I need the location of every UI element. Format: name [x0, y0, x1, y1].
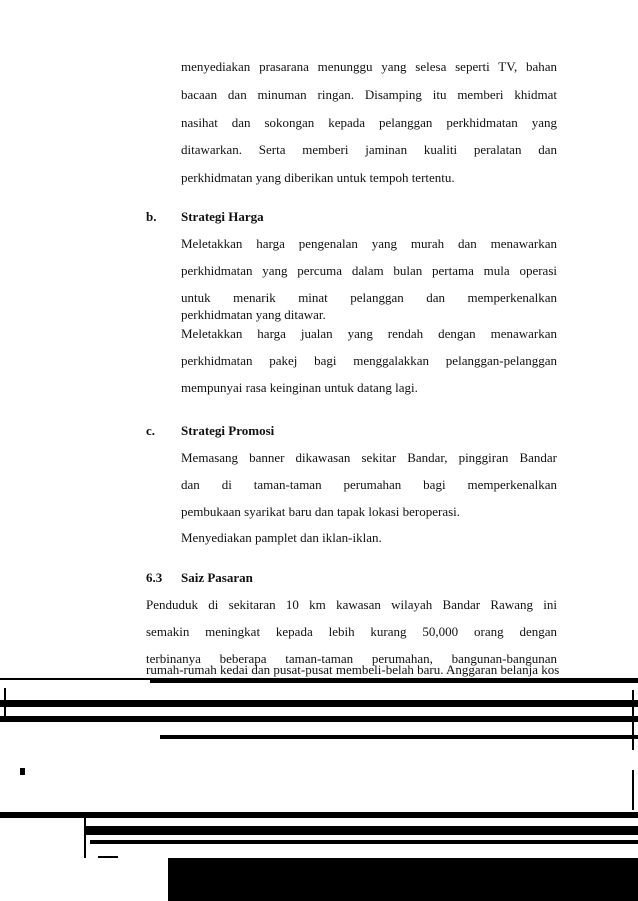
- scan-artifact-edge: [84, 818, 86, 858]
- scan-artifact-speck: [20, 768, 25, 775]
- section-63-line: semakin meningkat kepada lebih kurang 50,000 orang dengan: [146, 624, 557, 639]
- scan-artifact-bar: [0, 812, 638, 818]
- scan-artifact-bar: [90, 840, 638, 844]
- scan-artifact-bar: [0, 700, 638, 707]
- section-63-title: Saiz Pasaran: [181, 570, 253, 585]
- section-63-line: terbinanya beberapa taman-taman perumahan, bangunan-bangunan: [146, 651, 557, 666]
- scan-artifact-bar: [150, 680, 638, 683]
- section-b-para1-line: untuk menarik minat pelanggan dan memperkenalkan: [181, 290, 557, 305]
- section-c-para1-line: dan di taman-taman perumahan bagi memperkenalkan: [181, 477, 557, 492]
- intro-line: nasihat dan sokongan kepada pelanggan perkhidmatan yang: [181, 115, 557, 130]
- section-b-para2-line: mempunyai rasa keinginan untuk datang lagi.: [181, 380, 418, 395]
- scan-artifact-edge: [4, 688, 6, 718]
- section-b-marker: b.: [146, 209, 157, 224]
- scan-artifact-edge: [632, 690, 634, 750]
- section-b-para1-line: perkhidmatan yang percuma dalam bulan pertama mula operasi: [181, 263, 557, 278]
- section-63-cutoff-line: rumah-rumah kedai dan pusat-pusat membeli-belah baru. Anggaran belanja kos: [146, 662, 560, 677]
- section-c-para2-line: Menyediakan pamplet dan iklan-iklan.: [181, 530, 382, 545]
- intro-line: menyediakan prasarana menunggu yang selesa seperti TV, bahan: [181, 59, 557, 74]
- section-b-para2-line: Meletakkan harga jualan yang rendah dengan menawarkan: [181, 326, 557, 341]
- section-c-title: Strategi Promosi: [181, 423, 275, 438]
- scan-artifact-bar: [0, 716, 638, 722]
- intro-line: bacaan dan minuman ringan. Disamping itu memberi khidmat: [181, 87, 557, 102]
- section-63-number: 6.3: [146, 570, 163, 585]
- scan-artifact-bar: [85, 826, 638, 835]
- section-b-para1-line: perkhidmatan yang ditawar.: [181, 307, 326, 322]
- section-b-title: Strategi Harga: [181, 209, 264, 224]
- scan-artifact-edge: [632, 770, 634, 810]
- intro-line: ditawarkan. Serta memberi jaminan kualiti peralatan dan: [181, 142, 557, 157]
- section-63-line: Penduduk di sekitaran 10 km kawasan wilayah Bandar Rawang ini: [146, 597, 557, 612]
- section-b-para2-line: perkhidmatan pakej bagi menggalakkan pelanggan-pelanggan: [181, 353, 557, 368]
- intro-line: perkhidmatan yang diberikan untuk tempoh tertentu.: [181, 170, 455, 185]
- scan-artifact-bar: [160, 735, 638, 739]
- section-b-para1-line: Meletakkan harga pengenalan yang murah dan menawarkan: [181, 236, 557, 251]
- section-c-marker: c.: [146, 423, 156, 438]
- scan-artifact-block: [168, 858, 638, 901]
- scan-artifact-bar: [98, 856, 118, 858]
- section-c-para1-line: Memasang banner dikawasan sekitar Bandar, pinggiran Bandar: [181, 450, 557, 465]
- section-c-para1-line: pembukaan syarikat baru dan tapak lokasi beroperasi.: [181, 504, 461, 519]
